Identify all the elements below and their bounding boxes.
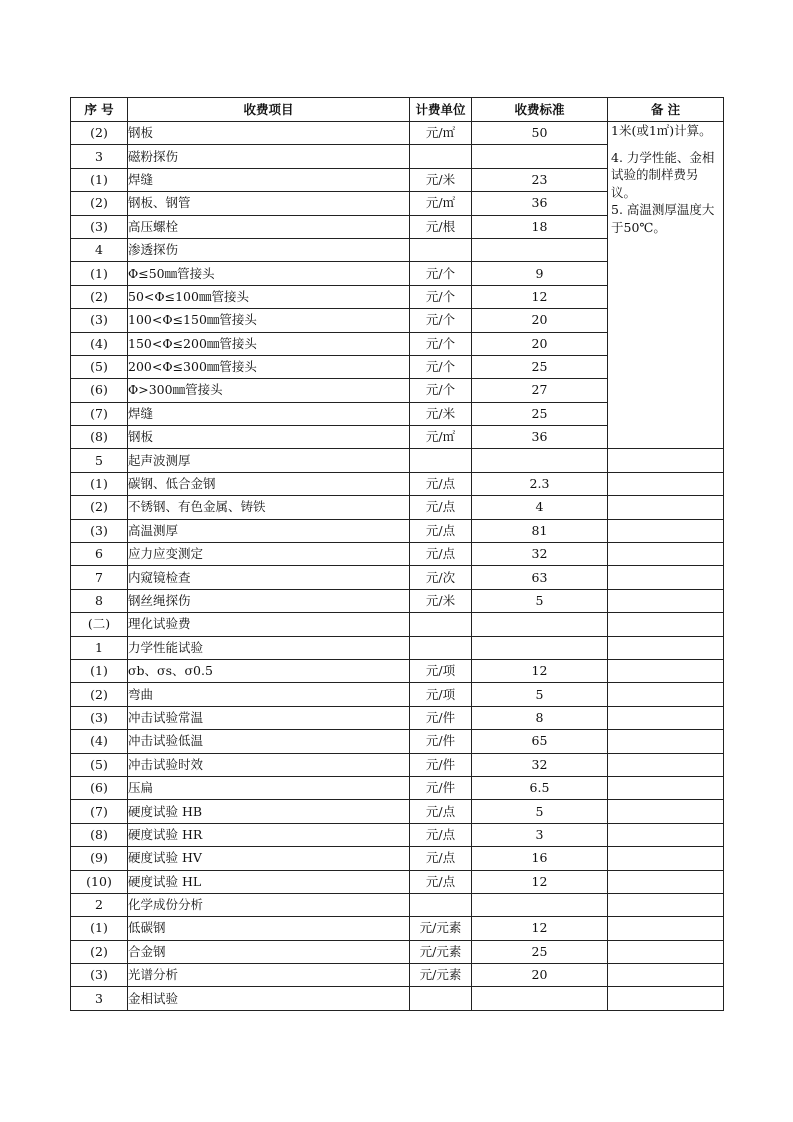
row-standard: 23 bbox=[472, 168, 608, 191]
row-standard: 25 bbox=[472, 402, 608, 425]
row-no: (3) bbox=[71, 215, 128, 238]
row-standard: 3 bbox=[472, 823, 608, 846]
table-row bbox=[71, 800, 724, 823]
row-item: 高温测厚 bbox=[128, 519, 410, 542]
row-note bbox=[608, 659, 724, 682]
row-standard: 5 bbox=[472, 800, 608, 823]
row-no: 3 bbox=[71, 145, 128, 168]
row-standard: 9 bbox=[472, 262, 608, 285]
row-standard: 12 bbox=[472, 870, 608, 893]
row-item: 冲击试验时效 bbox=[128, 753, 410, 776]
row-note bbox=[608, 940, 724, 963]
table-row bbox=[71, 449, 724, 472]
row-item: 应力应变测定 bbox=[128, 543, 410, 566]
row-standard: 63 bbox=[472, 566, 608, 589]
row-no: 3 bbox=[71, 987, 128, 1010]
row-standard: 20 bbox=[472, 332, 608, 355]
row-unit: 元/米 bbox=[410, 589, 472, 612]
row-no: 5 bbox=[71, 449, 128, 472]
table-row bbox=[71, 122, 724, 145]
row-no: (7) bbox=[71, 800, 128, 823]
row-item: 冲击试验常温 bbox=[128, 706, 410, 729]
row-item: 钢板 bbox=[128, 426, 410, 449]
row-no: (5) bbox=[71, 355, 128, 378]
row-no: (1) bbox=[71, 262, 128, 285]
row-note bbox=[608, 613, 724, 636]
row-item: 弯曲 bbox=[128, 683, 410, 706]
row-item: 硬度试验 HB bbox=[128, 800, 410, 823]
header-unit: 计费单位 bbox=[410, 98, 472, 122]
row-note bbox=[608, 987, 724, 1010]
row-no: (4) bbox=[71, 730, 128, 753]
row-unit: 元/个 bbox=[410, 332, 472, 355]
row-standard bbox=[472, 636, 608, 659]
note-gap bbox=[611, 140, 720, 149]
row-standard: 27 bbox=[472, 379, 608, 402]
row-unit bbox=[410, 613, 472, 636]
row-item: 磁粉探伤 bbox=[128, 145, 410, 168]
row-unit: 元/次 bbox=[410, 566, 472, 589]
note-text bbox=[608, 122, 723, 236]
row-no: (二) bbox=[71, 613, 128, 636]
header-item: 收费项目 bbox=[128, 98, 410, 122]
row-no: (3) bbox=[71, 309, 128, 332]
row-item: 焊缝 bbox=[128, 168, 410, 191]
row-no: (1) bbox=[71, 168, 128, 191]
table-row bbox=[71, 706, 724, 729]
row-unit bbox=[410, 449, 472, 472]
row-no: (2) bbox=[71, 940, 128, 963]
row-no: (3) bbox=[71, 519, 128, 542]
table-row bbox=[71, 589, 724, 612]
row-standard: 5 bbox=[472, 683, 608, 706]
row-item: 焊缝 bbox=[128, 402, 410, 425]
row-no: (2) bbox=[71, 285, 128, 308]
row-unit: 元/米 bbox=[410, 168, 472, 191]
row-item: 硬度试验 HV bbox=[128, 847, 410, 870]
table-row bbox=[71, 659, 724, 682]
row-unit: 元/点 bbox=[410, 519, 472, 542]
table-row bbox=[71, 496, 724, 519]
row-unit bbox=[410, 987, 472, 1010]
row-unit bbox=[410, 893, 472, 916]
table-row bbox=[71, 987, 724, 1010]
row-no: 6 bbox=[71, 543, 128, 566]
table-row bbox=[71, 823, 724, 846]
row-standard: 5 bbox=[472, 589, 608, 612]
row-no: (2) bbox=[71, 496, 128, 519]
row-standard: 36 bbox=[472, 192, 608, 215]
row-unit: 元/米 bbox=[410, 402, 472, 425]
row-unit: 元/元素 bbox=[410, 917, 472, 940]
fee-body bbox=[71, 122, 724, 1011]
fee-table bbox=[70, 97, 724, 1011]
row-standard: 20 bbox=[472, 964, 608, 987]
row-no: (6) bbox=[71, 776, 128, 799]
row-standard: 16 bbox=[472, 847, 608, 870]
row-no: (4) bbox=[71, 332, 128, 355]
row-standard: 4 bbox=[472, 496, 608, 519]
row-standard: 81 bbox=[472, 519, 608, 542]
row-no: (8) bbox=[71, 426, 128, 449]
row-note bbox=[608, 683, 724, 706]
row-unit: 元/个 bbox=[410, 262, 472, 285]
table-row bbox=[71, 847, 724, 870]
row-standard: 36 bbox=[472, 426, 608, 449]
row-no: (2) bbox=[71, 122, 128, 145]
table-row bbox=[71, 940, 724, 963]
table-row bbox=[71, 519, 724, 542]
row-note bbox=[608, 800, 724, 823]
row-note bbox=[608, 847, 724, 870]
note-line-1: 1米(或1㎡)计算。 bbox=[611, 123, 712, 138]
row-note bbox=[608, 870, 724, 893]
row-no: (5) bbox=[71, 753, 128, 776]
row-no: 8 bbox=[71, 589, 128, 612]
row-unit: 元/项 bbox=[410, 659, 472, 682]
row-item: 不锈钢、有色金属、铸铁 bbox=[128, 496, 410, 519]
row-unit: 元/个 bbox=[410, 355, 472, 378]
row-note bbox=[608, 543, 724, 566]
table-row bbox=[71, 636, 724, 659]
table-row bbox=[71, 472, 724, 495]
row-unit: 元/件 bbox=[410, 730, 472, 753]
row-item: 理化试验费 bbox=[128, 613, 410, 636]
row-standard: 32 bbox=[472, 543, 608, 566]
row-standard: 6.5 bbox=[472, 776, 608, 799]
row-item: σb、σs、σ0.5 bbox=[128, 659, 410, 682]
row-note bbox=[608, 636, 724, 659]
row-note bbox=[608, 917, 724, 940]
table-row bbox=[71, 613, 724, 636]
header-no: 序 号 bbox=[71, 98, 128, 122]
row-item: 高压螺栓 bbox=[128, 215, 410, 238]
row-item: Φ>300㎜管接头 bbox=[128, 379, 410, 402]
row-no: 1 bbox=[71, 636, 128, 659]
row-no: (2) bbox=[71, 683, 128, 706]
row-item: 起声波测厚 bbox=[128, 449, 410, 472]
row-standard: 25 bbox=[472, 355, 608, 378]
row-standard bbox=[472, 238, 608, 261]
row-item: 钢板、钢管 bbox=[128, 192, 410, 215]
row-item: 冲击试验低温 bbox=[128, 730, 410, 753]
row-no: (7) bbox=[71, 402, 128, 425]
row-item: 碳钢、低合金钢 bbox=[128, 472, 410, 495]
table-row bbox=[71, 683, 724, 706]
row-standard bbox=[472, 987, 608, 1010]
row-note bbox=[608, 753, 724, 776]
row-note bbox=[608, 730, 724, 753]
row-standard: 20 bbox=[472, 309, 608, 332]
row-unit: 元/㎡ bbox=[410, 122, 472, 145]
row-item: 化学成份分析 bbox=[128, 893, 410, 916]
row-unit: 元/个 bbox=[410, 309, 472, 332]
row-standard: 65 bbox=[472, 730, 608, 753]
row-unit: 元/点 bbox=[410, 543, 472, 566]
row-item: 200<Φ≤300㎜管接头 bbox=[128, 355, 410, 378]
row-standard: 32 bbox=[472, 753, 608, 776]
row-unit bbox=[410, 636, 472, 659]
row-standard bbox=[472, 449, 608, 472]
row-note bbox=[608, 496, 724, 519]
row-note bbox=[608, 566, 724, 589]
row-unit: 元/件 bbox=[410, 706, 472, 729]
row-item: 渗透探伤 bbox=[128, 238, 410, 261]
row-item: 金相试验 bbox=[128, 987, 410, 1010]
row-standard: 2.3 bbox=[472, 472, 608, 495]
row-unit bbox=[410, 238, 472, 261]
note-cell bbox=[608, 122, 724, 449]
row-no: (2) bbox=[71, 192, 128, 215]
row-standard: 12 bbox=[472, 285, 608, 308]
row-unit: 元/件 bbox=[410, 776, 472, 799]
row-unit: 元/㎡ bbox=[410, 426, 472, 449]
note-line-3: 5. 高温测厚温度大于50℃。 bbox=[611, 202, 715, 235]
row-standard: 18 bbox=[472, 215, 608, 238]
row-note bbox=[608, 823, 724, 846]
header-standard: 收费标准 bbox=[472, 98, 608, 122]
row-item: 硬度试验 HR bbox=[128, 823, 410, 846]
row-item: 钢丝绳探伤 bbox=[128, 589, 410, 612]
table-row bbox=[71, 964, 724, 987]
table-row bbox=[71, 753, 724, 776]
row-standard: 8 bbox=[472, 706, 608, 729]
row-note bbox=[608, 706, 724, 729]
row-item: 合金钢 bbox=[128, 940, 410, 963]
row-note bbox=[608, 964, 724, 987]
row-item: 光谱分析 bbox=[128, 964, 410, 987]
row-no: (6) bbox=[71, 379, 128, 402]
row-standard bbox=[472, 893, 608, 916]
row-no: (3) bbox=[71, 706, 128, 729]
row-unit: 元/个 bbox=[410, 285, 472, 308]
row-no: (8) bbox=[71, 823, 128, 846]
row-standard bbox=[472, 613, 608, 636]
table-row bbox=[71, 870, 724, 893]
row-unit: 元/根 bbox=[410, 215, 472, 238]
row-note bbox=[608, 589, 724, 612]
row-item: 50<Φ≤100㎜管接头 bbox=[128, 285, 410, 308]
row-unit: 元/个 bbox=[410, 379, 472, 402]
note-line-2: 4. 力学性能、金相试验的制样费另议。 bbox=[611, 149, 715, 200]
row-item: 钢板 bbox=[128, 122, 410, 145]
row-item: 硬度试验 HL bbox=[128, 870, 410, 893]
row-unit: 元/点 bbox=[410, 496, 472, 519]
row-no: 2 bbox=[71, 893, 128, 916]
table-row bbox=[71, 776, 724, 799]
row-standard: 12 bbox=[472, 917, 608, 940]
row-no: (1) bbox=[71, 659, 128, 682]
row-unit: 元/元素 bbox=[410, 964, 472, 987]
row-note bbox=[608, 893, 724, 916]
row-note bbox=[608, 449, 724, 472]
row-standard: 25 bbox=[472, 940, 608, 963]
row-item: Φ≤50㎜管接头 bbox=[128, 262, 410, 285]
row-unit: 元/点 bbox=[410, 472, 472, 495]
row-item: 100<Φ≤150㎜管接头 bbox=[128, 309, 410, 332]
row-unit: 元/点 bbox=[410, 823, 472, 846]
table-row bbox=[71, 543, 724, 566]
row-standard: 50 bbox=[472, 122, 608, 145]
row-note bbox=[608, 776, 724, 799]
row-no: (1) bbox=[71, 917, 128, 940]
row-no: (10) bbox=[71, 870, 128, 893]
row-unit: 元/项 bbox=[410, 683, 472, 706]
table-row bbox=[71, 893, 724, 916]
row-item: 内窥镜检查 bbox=[128, 566, 410, 589]
row-note bbox=[608, 519, 724, 542]
header-row bbox=[71, 98, 724, 122]
row-item: 低碳钢 bbox=[128, 917, 410, 940]
row-no: (9) bbox=[71, 847, 128, 870]
row-item: 压扁 bbox=[128, 776, 410, 799]
row-no: (3) bbox=[71, 964, 128, 987]
table-row bbox=[71, 566, 724, 589]
row-no: (1) bbox=[71, 472, 128, 495]
row-standard bbox=[472, 145, 608, 168]
row-no: 4 bbox=[71, 238, 128, 261]
row-standard: 12 bbox=[472, 659, 608, 682]
row-unit: 元/件 bbox=[410, 753, 472, 776]
row-unit: 元/㎡ bbox=[410, 192, 472, 215]
row-note bbox=[608, 472, 724, 495]
row-unit: 元/点 bbox=[410, 870, 472, 893]
row-item: 力学性能试验 bbox=[128, 636, 410, 659]
row-no: 7 bbox=[71, 566, 128, 589]
row-unit: 元/元素 bbox=[410, 940, 472, 963]
header-note: 备 注 bbox=[608, 98, 724, 122]
row-unit bbox=[410, 145, 472, 168]
row-unit: 元/点 bbox=[410, 847, 472, 870]
row-unit: 元/点 bbox=[410, 800, 472, 823]
table-row bbox=[71, 730, 724, 753]
table-row bbox=[71, 917, 724, 940]
row-item: 150<Φ≤200㎜管接头 bbox=[128, 332, 410, 355]
